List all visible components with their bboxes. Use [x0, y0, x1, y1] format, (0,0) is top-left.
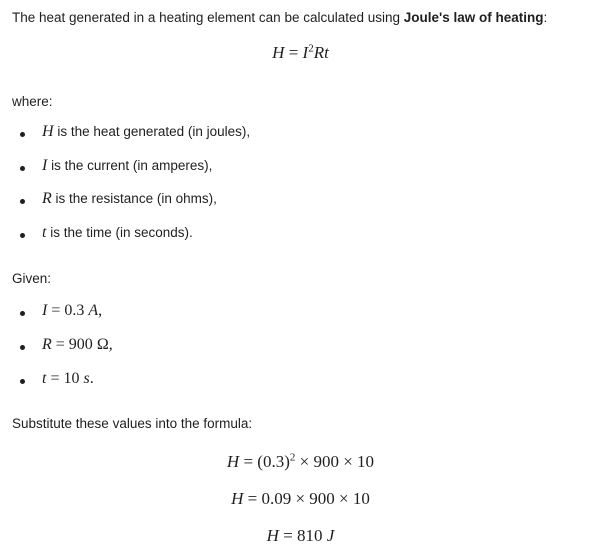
intro-text: The heat generated in a heating element can be calculated using: [12, 10, 404, 25]
definition-symbol: t: [42, 224, 47, 241]
list-bullet: [20, 311, 25, 316]
list-item: [42, 190, 217, 208]
step-expression: = 810: [278, 526, 327, 545]
formula-rest: Rt: [313, 43, 329, 62]
given-symbol: I: [42, 302, 48, 319]
given-item: [42, 370, 94, 388]
given-item: [42, 302, 102, 320]
step-exponent: 2: [289, 451, 296, 464]
definition-symbol: H: [42, 123, 54, 140]
intro-bold-term: Joule's law of heating: [403, 10, 544, 25]
given-end: ,: [98, 302, 103, 319]
formula-current: I: [302, 43, 309, 62]
step-lhs: H: [266, 526, 279, 545]
given-end: .: [89, 370, 94, 387]
formula-exponent: 2: [308, 42, 314, 55]
formula-lhs: H: [272, 43, 285, 62]
given-value: = 0.3: [47, 302, 89, 319]
list-item: [42, 157, 212, 175]
calculation-result: [0, 526, 601, 546]
given-value: = 10: [46, 370, 84, 387]
given-item: [42, 336, 113, 354]
list-bullet: [20, 345, 25, 350]
definition-symbol: I: [42, 157, 48, 174]
step-expression: = 0.09 × 900 × 10: [243, 489, 370, 508]
given-value: = 900: [51, 336, 97, 353]
list-bullet: [20, 166, 25, 171]
list-bullet: [20, 379, 25, 384]
given-end: ,: [108, 336, 113, 353]
calculation-step: [0, 489, 601, 509]
step-lhs: H: [231, 489, 244, 508]
step-expression: = (0.3): [239, 452, 290, 471]
given-symbol: R: [42, 336, 52, 353]
list-item: [42, 123, 250, 141]
definition-symbol: R: [42, 190, 52, 207]
formula-equals: =: [288, 43, 299, 62]
given-unit: Ω: [96, 336, 109, 353]
given-unit: A: [88, 302, 99, 319]
intro-end: :: [543, 10, 548, 25]
given-label: Given:: [12, 271, 52, 286]
step-expression-rest: × 900 × 10: [295, 452, 375, 471]
where-label: where:: [12, 94, 53, 109]
definition-text: is the time (in seconds).: [46, 225, 193, 240]
substitute-label: Substitute these values into the formula:: [12, 416, 253, 431]
list-bullet: [20, 233, 25, 238]
list-item: [42, 224, 193, 242]
result-unit: J: [326, 526, 335, 545]
calculation-step: [0, 452, 601, 472]
definition-text: is the resistance (in ohms),: [51, 191, 217, 206]
definition-text: is the current (in amperes),: [47, 158, 213, 173]
step-lhs: H: [226, 452, 240, 471]
list-bullet: [20, 199, 25, 204]
given-unit: s: [83, 370, 90, 387]
list-bullet: [20, 132, 25, 137]
main-formula: [0, 43, 601, 63]
intro-paragraph: [12, 10, 547, 25]
definition-text: is the heat generated (in joules),: [53, 124, 251, 139]
given-symbol: t: [42, 370, 47, 387]
